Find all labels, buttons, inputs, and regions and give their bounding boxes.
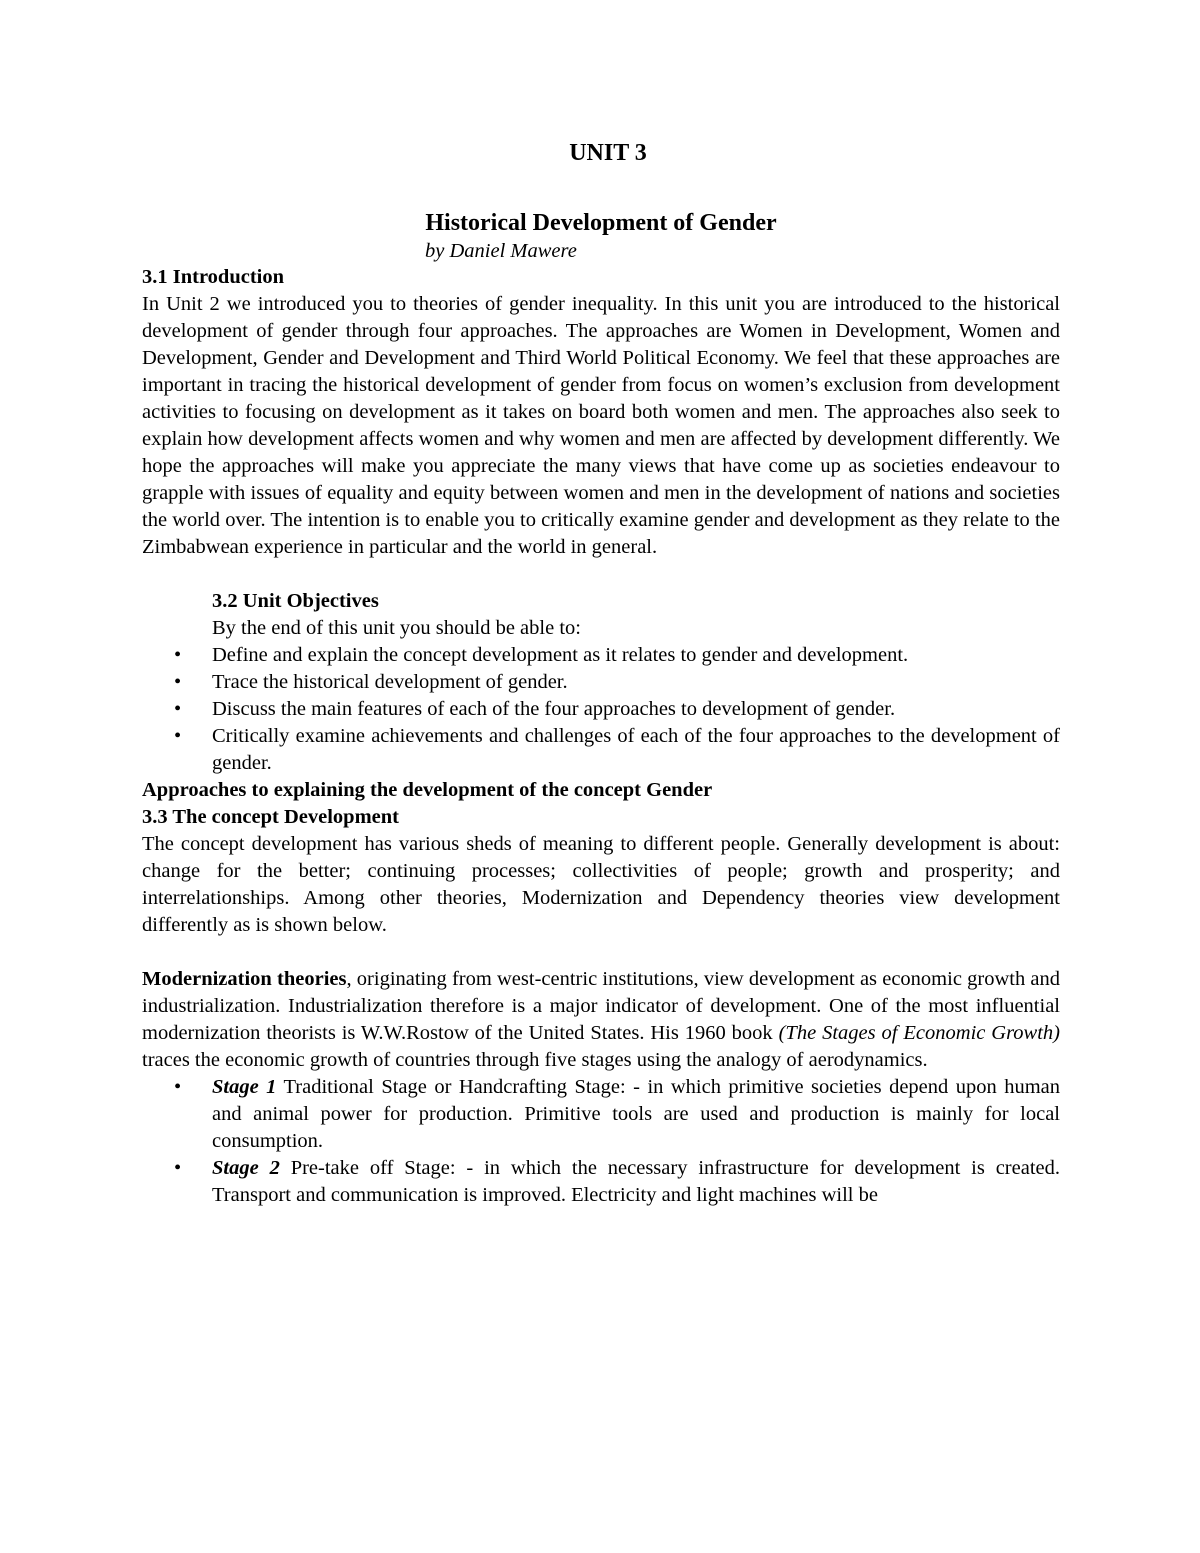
list-item [142,696,1060,723]
approaches-heading: Approaches to explaining the development of the concept Gender [142,779,713,801]
objective-text: Critically examine achievements and challenges of each of the four approaches to the development of gender. [212,725,1060,774]
bullet-icon: • [174,1076,182,1098]
stage-label: Stage 1 [212,1076,277,1098]
concept-paragraph: The concept development has various sheds of meaning to different people. Generally development is about: change for the better; continuing processes; collectivities of people; growth and prosperity; and interrelationships. Among other theories, Modernization and Dependency theories view development differently as is shown below. [142,833,1060,936]
list-item [142,1155,1060,1209]
unit-number: UNIT 3 [569,140,647,166]
bullet-icon: • [174,644,182,666]
stage-label: Stage 2 [212,1157,280,1179]
list-item [142,1074,1060,1155]
objectives-heading: 3.2 Unit Objectives [212,590,379,612]
document-page [142,138,1060,1209]
list-item [142,669,1060,696]
objective-text: Discuss the main features of each of the four approaches to development of gender. [212,698,896,720]
modernization-text-2: traces the economic growth of countries through five stages using the analogy of aerodynamics. [142,1049,928,1071]
bullet-icon: • [174,725,182,747]
stage-text: Traditional Stage or Handcrafting Stage: - in which primitive societies depend upon human and animal power for production. Primitive tools are used and production is mainly for local consumption. [212,1076,1060,1152]
document-title: Historical Development of Gender [425,210,777,236]
objectives-block [142,588,1060,642]
objective-text: Define and explain the concept development as it relates to gender and development. [212,644,909,666]
objectives-lead: By the end of this unit you should be able to: [212,617,581,639]
modernization-text-1: , originating from west-centric institutions, view development as economic growth and industrialization. Industrialization therefore is a major indicator of development. One of the most influential modernization theorists is W.W.Rostow of the United States. His 1960 book [142,968,1060,1044]
bullet-icon: • [174,1157,182,1179]
objective-text: Trace the historical development of gender. [212,671,568,693]
stages-list [142,1074,1060,1209]
objectives-list [142,642,1060,777]
author-byline: by Daniel Mawere [425,240,577,262]
concept-heading: 3.3 The concept Development [142,806,399,828]
introduction-paragraph: In Unit 2 we introduced you to theories of gender inequality. In this unit you are introduced to the historical development of gender through four approaches. The approaches are Women in Development, Women and Development, Gender and Development and Third World Political Economy. We feel that these approaches are important in tracing the historical development of gender from focus on women’s exclusion from development activities to focusing on development as it takes on board both women and men. The approaches also seek to explain how development affects women and why women and men are affected by development differently. We hope the approaches will make you appreciate the many views that have come up as societies endeavour to grapple with issues of equality and equity between women and men in the development of nations and societies the world over. The intention is to enable you to critically examine gender and development as they relate to the Zimbabwean experience in particular and the world in general. [142,293,1060,558]
list-item [142,642,1060,669]
modernization-paragraph [142,966,1060,1074]
stage-text: Pre-take off Stage: - in which the necessary infrastructure for development is created. Transport and communication is improved. Electricity and light machines will be [212,1157,1060,1206]
book-title: (The Stages of Economic Growth) [778,1022,1060,1044]
list-item [142,723,1060,777]
introduction-heading: 3.1 Introduction [142,266,285,288]
modernization-term: Modernization theories [142,968,347,990]
bullet-icon: • [174,671,182,693]
bullet-icon: • [174,698,182,720]
